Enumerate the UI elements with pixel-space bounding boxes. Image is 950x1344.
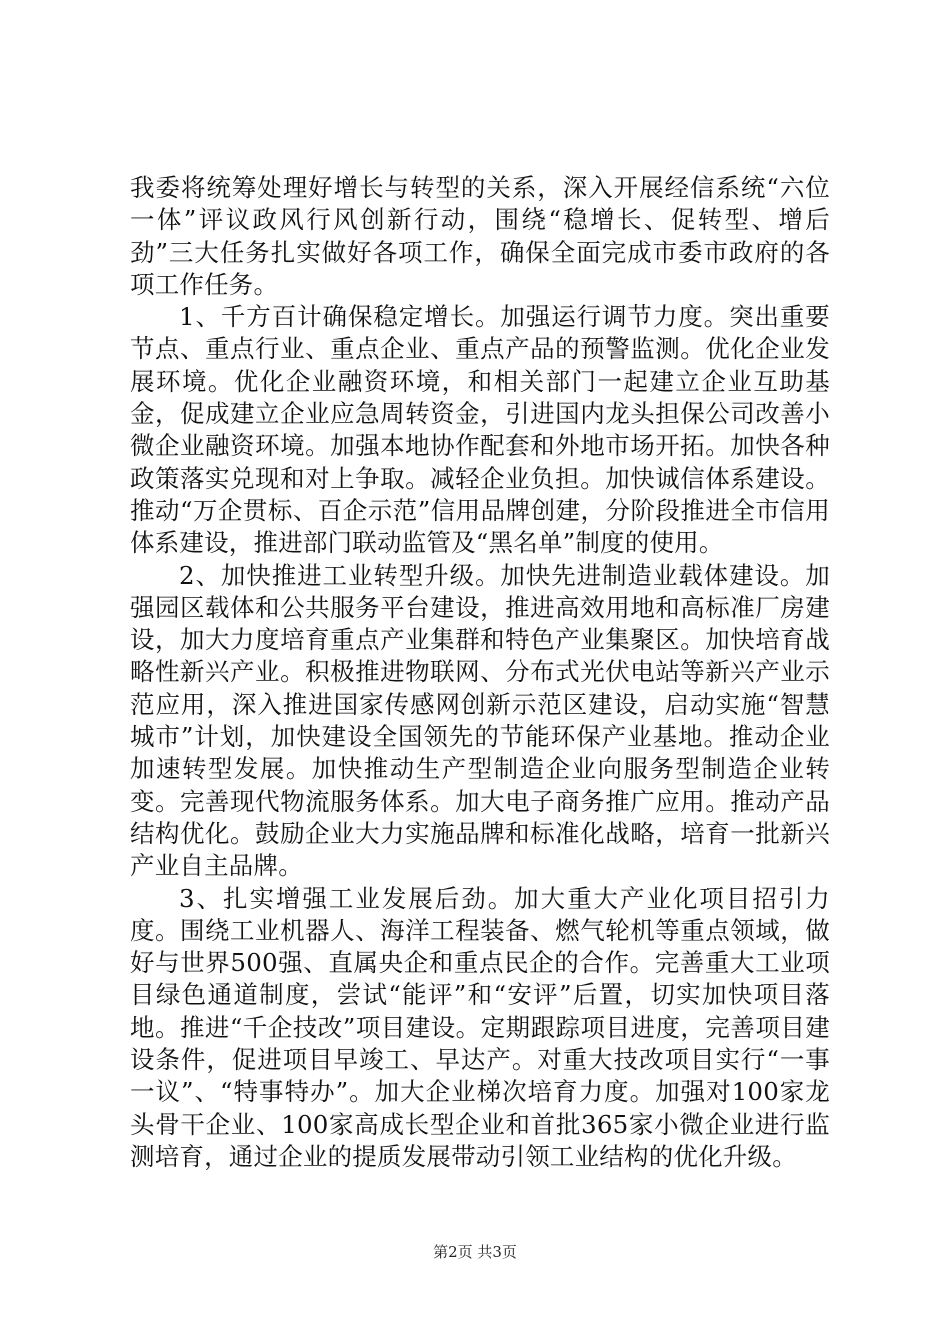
- page-footer: [0, 1242, 950, 1262]
- document-body: [130, 172, 830, 1173]
- paragraph-item-3: 3、扎实增强工业发展后劲。加大重大产业化项目招引力度。围绕工业机器人、海洋工程装备、燃气轮机等重点领域，做好与世界500强、直属央企和重点民企的合作。完善重大工业项目绿色通道制度，尝试“能评”和“安评”后置，切实加快项目落地。推进“千企技改”项目建设。定期跟踪项目进度，完善项目建设条件，促进项目早竣工、早达产。对重大技改项目实行“一事一议”、“特事特办”。加大企业梯次培育力度。加强对100家龙头骨干企业、100家高成长型企业和首批365家小微企业进行监测培育，通过企业的提质发展带动引领工业结构的优化升级。: [130, 883, 830, 1171]
- paragraph-item-2: 2、加快推进工业转型升级。加快先进制造业载体建设。加强园区载体和公共服务平台建设，推进高效用地和高标准厂房建设，加大力度培育重点产业集群和特色产业集聚区。加快培育战略性新兴产业。积极推进物联网、分布式光伏电站等新兴产业示范应用，深入推进国家传感网创新示范区建设，启动实施“智慧城市”计划，加快建设全国领先的节能环保产业基地。推动企业加速转型发展。加快推动生产型制造企业向服务型制造企业转变。完善现代物流服务体系。加大电子商务推广应用。推动产品结构优化。鼓励企业大力实施品牌和标准化战略，培育一批新兴产业自主品牌。: [130, 560, 830, 881]
- page-number-label: 第2页 共3页: [433, 1243, 517, 1261]
- paragraph-item-1: 1、千方百计确保稳定增长。加强运行调节力度。突出重要节点、重点行业、重点企业、重点产品的预警监测。优化企业发展环境。优化企业融资环境，和相关部门一起建立企业互助基金，促成建立企业应急周转资金，引进国内龙头担保公司改善小微企业融资环境。加强本地协作配套和外地市场开拓。加快各种政策落实兑现和对上争取。减轻企业负担。加快诚信体系建设。推动“万企贯标、百企示范”信用品牌创建，分阶段推进全市信用体系建设，推进部门联动监管及“黑名单”制度的使用。: [130, 302, 830, 558]
- paragraph-intro: 我委将统筹处理好增长与转型的关系，深入开展经信系统“六位一体”评议政风行风创新行动，围绕“稳增长、促转型、增后劲”三大任务扎实做好各项工作，确保全面完成市委市政府的各项工作任务。: [130, 173, 830, 299]
